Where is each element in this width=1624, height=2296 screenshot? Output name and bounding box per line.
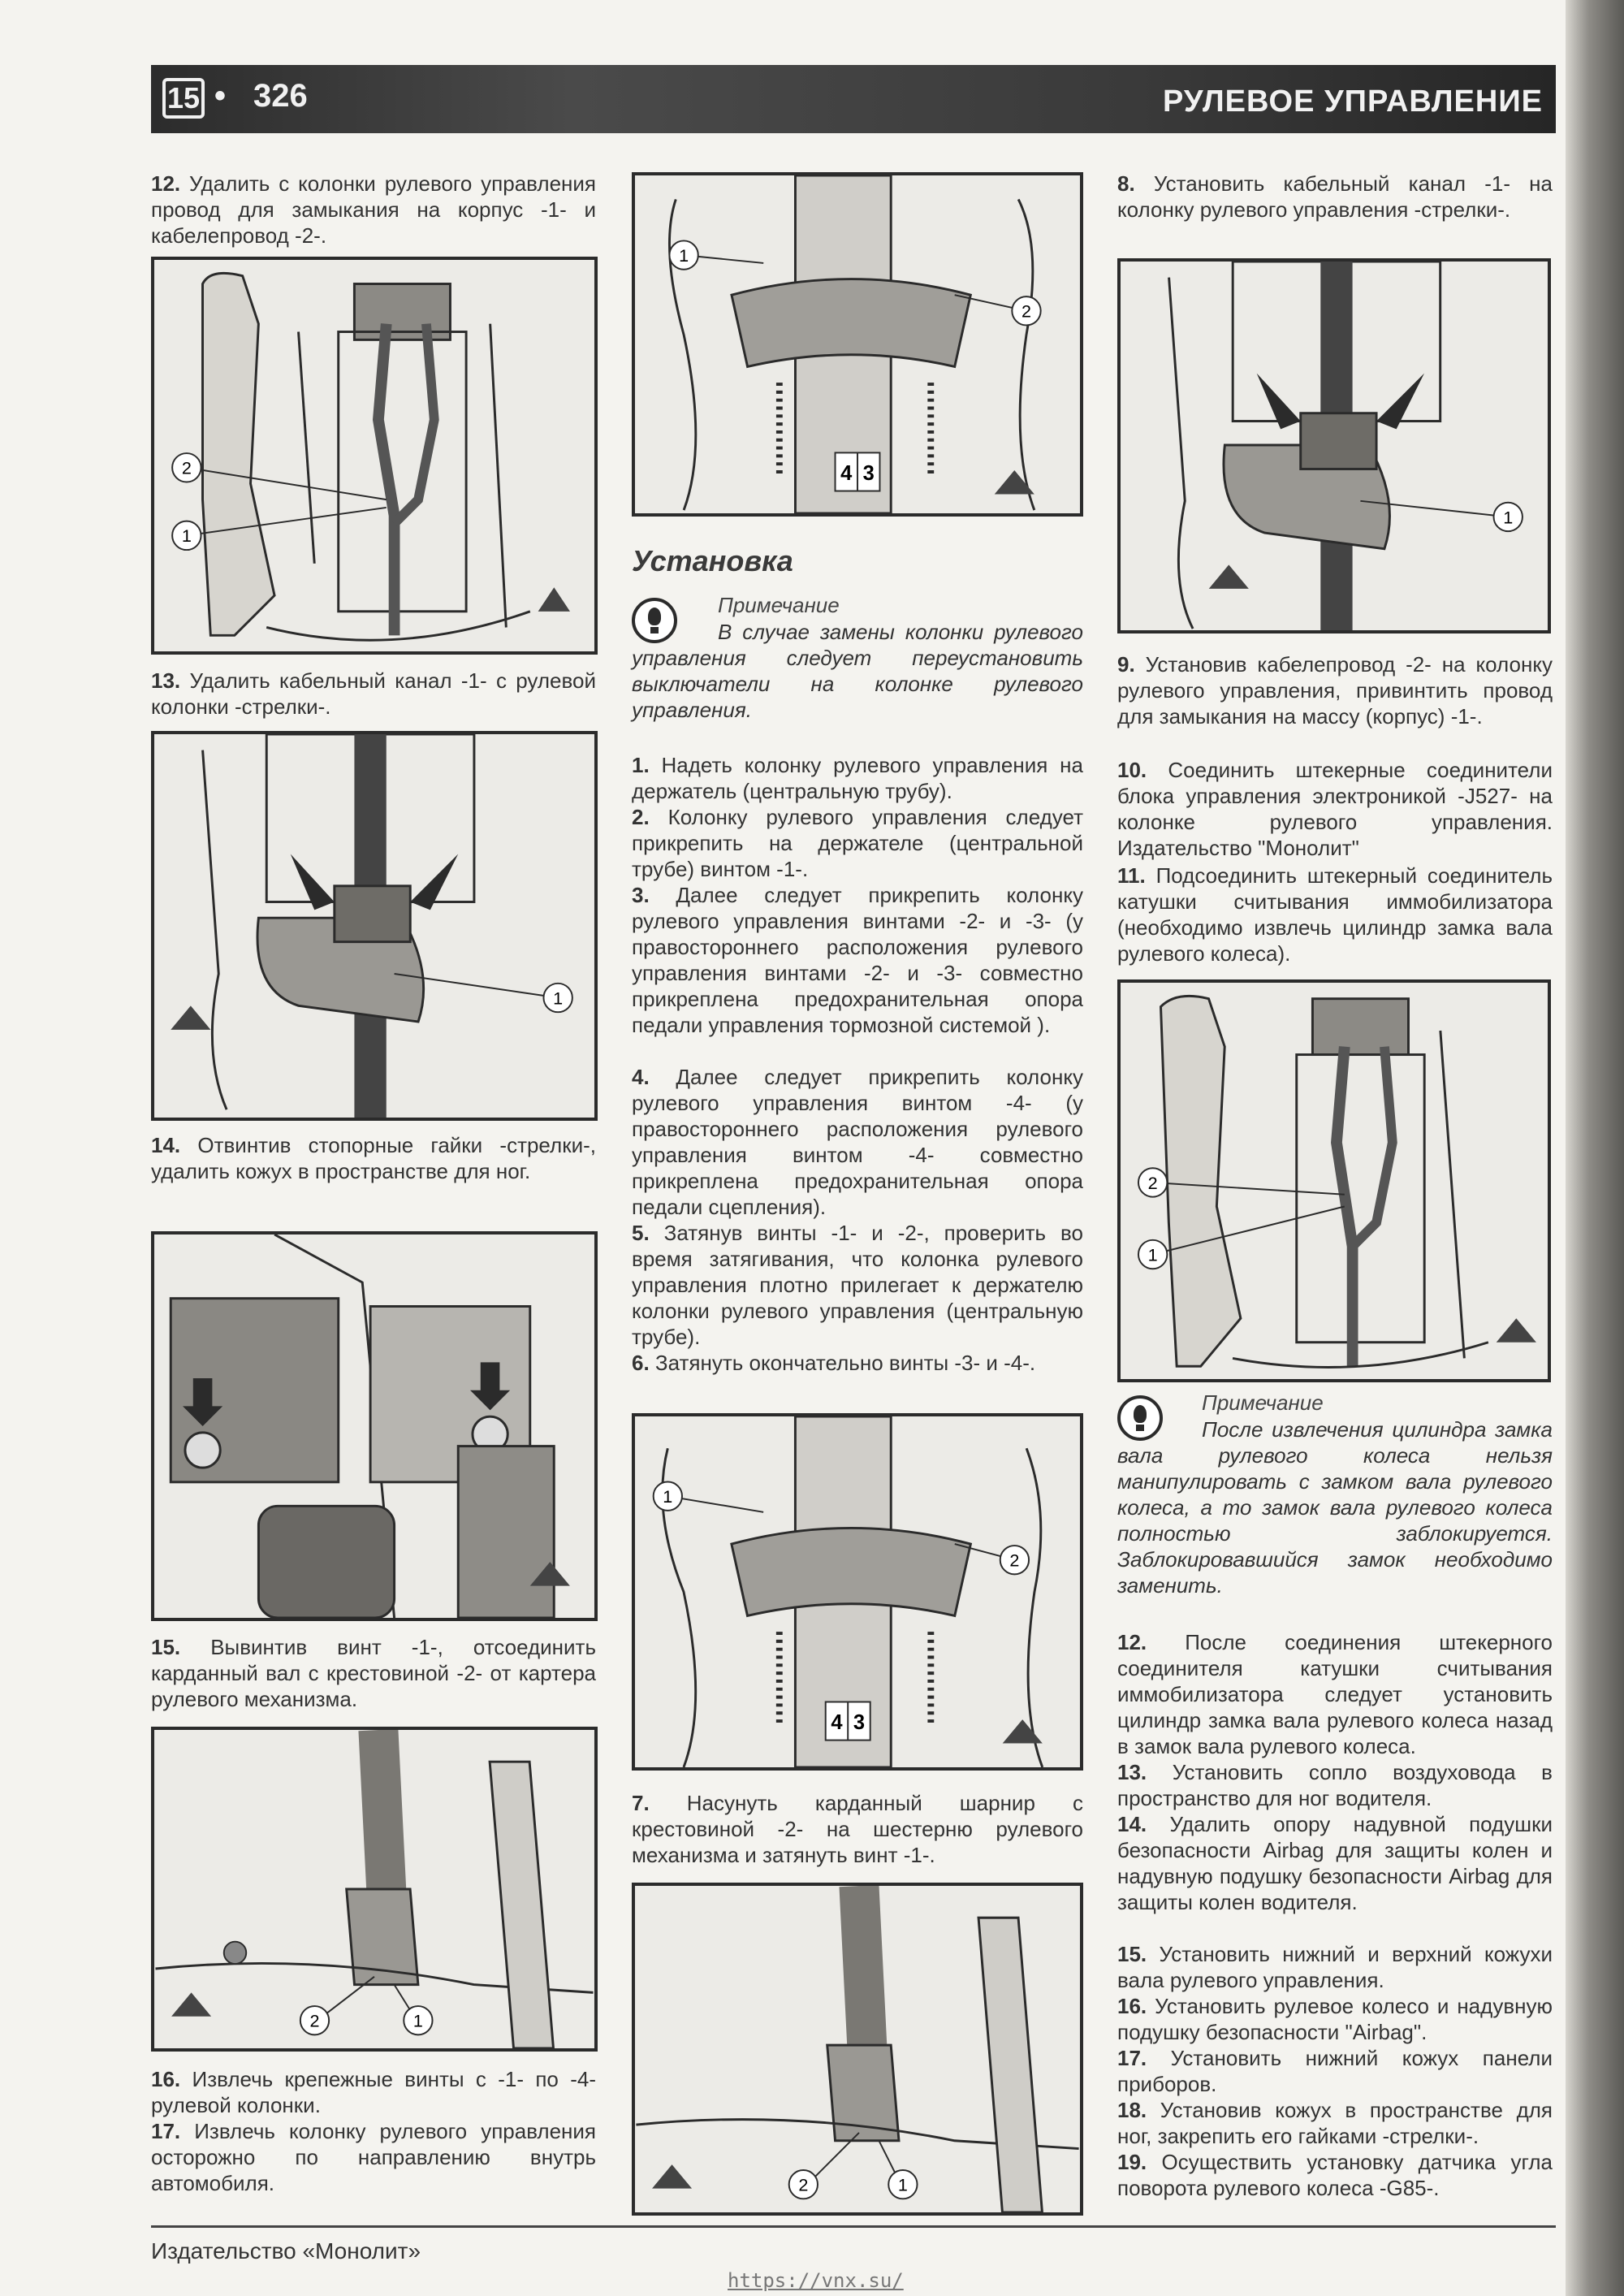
step-text: Затянуть окончательно винты -3- и -4-. (654, 1351, 1036, 1375)
step-text: Вывинтив винт -1-, отсоединить карданный вал с крестовиной -2- от картера рулевого механизма. (151, 1635, 596, 1711)
callout-2: 2 (1009, 1550, 1020, 1571)
header-separator: • (214, 78, 227, 114)
step-text: Установить нижний кожух панели приборов. (1117, 2046, 1553, 2096)
step-16-left (151, 2066, 596, 2118)
step-text: Извлечь колонку рулевого управления осторожно по направлению внутрь автомобиля. (151, 2119, 596, 2195)
step-text: Удалить опору надувной подушки безопасности Airbag для защиты колен и надувную подушку безопасности Airbag для защиты колен водителя. (1117, 1812, 1553, 1914)
callout-1: 1 (1147, 1244, 1158, 1265)
figure-cable-channel-install (1117, 258, 1551, 633)
step-number: 5. (632, 1221, 650, 1245)
callout-1: 1 (1503, 507, 1514, 528)
step-number: 14. (151, 1133, 181, 1157)
step-7-mid (632, 1790, 1083, 1868)
callout-2: 2 (1021, 301, 1032, 322)
step-17-right (1117, 2045, 1553, 2097)
callout-1: 1 (181, 525, 192, 547)
figure-drawing (154, 734, 594, 1118)
step-13-right (1117, 1759, 1553, 1811)
install-note (632, 593, 1083, 731)
figure-cable-channel-arrows (151, 731, 598, 1121)
step-17-left (151, 2118, 596, 2196)
install-heading: Установка (632, 544, 793, 577)
step-number: 18. (1117, 2098, 1147, 2122)
step-text: Подсоединить штекерный соединитель катушки считывания иммобилизатора (необходимо извлечь цилиндр замка вала рулевого колеса). (1117, 863, 1553, 966)
step-number: 14. (1117, 1812, 1147, 1836)
step-number: 16. (151, 2067, 181, 2091)
step-text: Установив кожух в пространстве для ног, закрепить его гайками -стрелки-. (1117, 2098, 1553, 2148)
step-text: Удалить с колонки рулевого управления провод для замыкания на корпус -1- и кабелепровод -2-. (151, 171, 596, 248)
step-number: 2. (632, 805, 650, 829)
callout-4: 4 (831, 1710, 843, 1734)
step-text: Отвинтив стопорные гайки -стрелки-, удалить кожух в пространстве для ног. (151, 1133, 596, 1183)
step-number: 3. (632, 883, 650, 907)
step-text: Далее следует прикрепить колонку рулевого управления винтами -2- и -3- (у правостороннего расположения рулевого управления винтами -2- и -3- совместно прикреплена предохранительная опора педали управления тормозной системой ). (632, 883, 1083, 1037)
step-14-right (1117, 1811, 1553, 1915)
callout-1: 1 (679, 244, 689, 266)
step-text: Удалить кабельный канал -1- с рулевой колонки -стрелки-. (151, 668, 596, 719)
step-15-left (151, 1634, 596, 1712)
step-text: Затянув винты -1- и -2-, проверить во время затягивания, что колонка рулевого управления плотно прилегает к держателю колонки рулевого управления (центральную трубе). (632, 1221, 1083, 1349)
figure-cardan-shaft-removal (151, 1727, 598, 2052)
step-6-mid (632, 1350, 1083, 1376)
figure-drawing (154, 1730, 594, 2048)
step-15-right (1117, 1941, 1553, 1993)
step-number: 4. (632, 1065, 650, 1089)
note-title: Примечание (718, 593, 840, 617)
figure-drawing (635, 175, 1080, 513)
section-title: РУЛЕВОЕ УПРАВЛЕНИЕ (1162, 84, 1543, 119)
step-5-mid (632, 1220, 1083, 1350)
step-number: 16. (1117, 1994, 1147, 2018)
step-11-right (1117, 863, 1553, 966)
immobilizer-note (1117, 1390, 1553, 1602)
callout-1: 1 (412, 2010, 423, 2031)
step-1-mid (632, 752, 1083, 804)
callout-3: 3 (853, 1710, 866, 1734)
chapter-number: 15 (162, 78, 205, 119)
figure-cable-duct-removal (151, 257, 598, 655)
callout-3: 3 (862, 461, 875, 485)
step-number: 9. (1117, 652, 1135, 677)
step-14-left (151, 1132, 596, 1184)
callout-2: 2 (181, 457, 192, 478)
note-title: Примечание (1202, 1390, 1324, 1415)
page-header (151, 65, 1556, 133)
step-2-mid (632, 804, 1083, 882)
callout-2: 2 (798, 2174, 809, 2195)
figure-drawing (1121, 983, 1548, 1379)
figure-drawing (154, 1234, 594, 1618)
step-text: Извлечь крепежные винты с -1- по -4- рулевой колонки. (151, 2067, 596, 2117)
note-text: После извлечения цилиндра замка вала рулевого колеса нельзя манипулировать с замком вала рулевого колеса, а то замок вала рулевого колеса полностью заблокируется. Заблокировавшийся замок необходимо заменить. (1117, 1417, 1553, 1598)
step-12-right (1117, 1629, 1553, 1759)
step-text: После соединения штекерного соединителя катушки считывания иммобилизатора следует установить цилиндр замка вала рулевого колеса назад в замок вала рулевого колеса. (1117, 1630, 1553, 1758)
page-edge-shadow (1566, 0, 1624, 2296)
step-text: Надеть колонку рулевого управления на держатель (центральную трубу). (632, 753, 1083, 803)
step-number: 15. (151, 1635, 181, 1659)
figure-column-screws-tighten (632, 1413, 1083, 1771)
step-number: 15. (1117, 1942, 1147, 1966)
figure-column-screws-top (632, 172, 1083, 517)
figure-drawing (154, 260, 594, 651)
footer-publisher: Издательство «Монолит» (151, 2238, 421, 2264)
page-number: 326 (253, 78, 308, 114)
callout-4: 4 (840, 461, 853, 485)
callout-1: 1 (897, 2174, 908, 2195)
step-number: 17. (151, 2119, 181, 2143)
footer-divider (151, 2225, 1556, 2228)
callout-2: 2 (309, 2010, 320, 2031)
note-text: В случае замены колонки рулевого управления следует переустановить выключатели на колонке рулевого управления. (632, 620, 1083, 722)
step-text: Установить кабельный канал -1- на колонку рулевого управления -стрелки-. (1117, 171, 1553, 222)
step-3-mid (632, 882, 1083, 1038)
step-9-right (1117, 651, 1553, 729)
step-text: Установить сопло воздуховода в пространство для ног водителя. (1117, 1760, 1553, 1810)
footer-url[interactable]: https://vnx.su/ (728, 2269, 904, 2292)
callout-1: 1 (553, 988, 564, 1009)
figure-drawing (1121, 262, 1548, 630)
step-13-left (151, 668, 596, 720)
figure-drawing (635, 1886, 1080, 2212)
step-text: Далее следует прикрепить колонку рулевого управления винтом -4- (у правостороннего расположения рулевого управления винтом -4- совместно прикреплена предохранительная опора педали сцепления). (632, 1065, 1083, 1219)
step-number: 12. (1117, 1630, 1147, 1654)
step-number: 6. (632, 1351, 650, 1375)
step-text: Насунуть карданный шарнир с крестовиной -2- на шестерню рулевого механизма и затянуть винт -1-. (632, 1791, 1083, 1867)
step-number: 8. (1117, 171, 1135, 196)
step-19-right (1117, 2149, 1553, 2201)
step-text: Установив кабелепровод -2- на колонку рулевого управления, привинтить провод для замыкания на массу (корпус) -1-. (1117, 652, 1553, 729)
step-text: Установить нижний и верхний кожухи вала рулевого управления. (1117, 1942, 1553, 1992)
figure-immobilizer-connector (1117, 979, 1551, 1382)
step-number: 12. (151, 171, 181, 196)
callout-1: 1 (663, 1486, 673, 1507)
step-10-right (1117, 757, 1553, 861)
step-4-mid (632, 1064, 1083, 1220)
step-text: Установить рулевое колесо и надувную подушку безопасности "Airbag". (1117, 1994, 1553, 2044)
step-8-right (1117, 171, 1553, 223)
step-18-right (1117, 2097, 1553, 2149)
figure-footwell-cover-nuts (151, 1231, 598, 1621)
callout-2: 2 (1147, 1172, 1158, 1193)
step-text: Осуществить установку датчика угла поворота рулевого колеса -G85-. (1117, 2150, 1553, 2200)
step-16-right (1117, 1993, 1553, 2045)
figure-drawing (635, 1416, 1080, 1767)
step-text: Колонку рулевого управления следует прикрепить на держателе (центральной трубе) винтом -1-. (632, 805, 1083, 881)
step-number: 13. (1117, 1760, 1147, 1784)
step-number: 13. (151, 668, 181, 693)
step-12-left (151, 171, 596, 249)
step-number: 10. (1117, 758, 1147, 782)
step-number: 1. (632, 753, 650, 777)
step-number: 17. (1117, 2046, 1147, 2070)
step-number: 11. (1117, 863, 1146, 888)
step-text: Соединить штекерные соединители блока управления электроникой -J527- на колонке рулевого управления. Издательство "Монолит" (1117, 758, 1553, 860)
step-number: 19. (1117, 2150, 1147, 2174)
step-number: 7. (632, 1791, 650, 1815)
figure-cardan-joint-install (632, 1883, 1083, 2216)
